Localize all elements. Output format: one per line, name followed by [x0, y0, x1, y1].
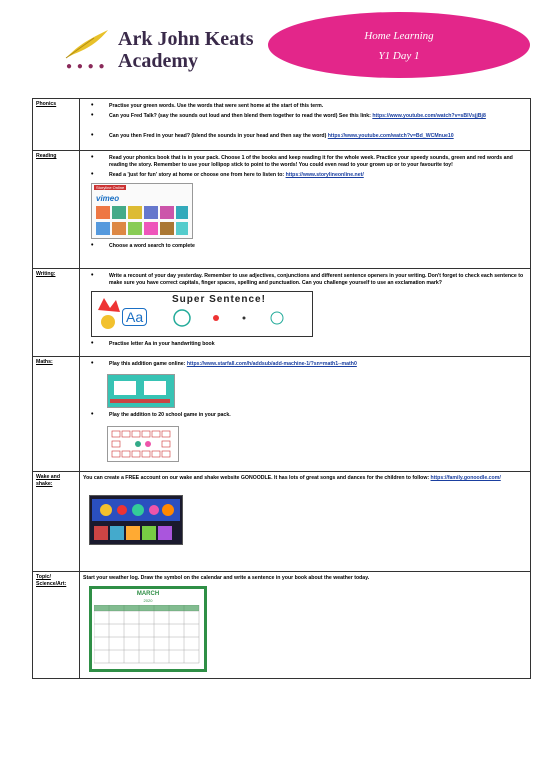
- add-machine-box-1: [114, 381, 136, 395]
- calendar-grid: [94, 605, 200, 665]
- banner-title: Super Sentence!: [172, 294, 266, 305]
- logo-dots: ● ● ● ●: [66, 61, 106, 72]
- content-maths: [80, 357, 531, 472]
- logo-line-1: Ark John Keats: [118, 28, 254, 50]
- phonics-bullet-3: [83, 133, 527, 140]
- reading-bullet-2: [83, 172, 527, 179]
- super-sentence-banner: [91, 291, 313, 337]
- academy-logo: [62, 24, 282, 74]
- subject-maths: Maths:: [33, 357, 80, 472]
- fred-talk-link[interactable]: https://www.youtube.com/watch?v=sBlVsjjBj8: [372, 113, 486, 119]
- content-wake-and-shake: [80, 472, 531, 572]
- row-maths: [33, 357, 531, 472]
- storyline-caption: Storyline Online: [96, 185, 125, 190]
- book-covers-image: [96, 206, 188, 236]
- addition-board-game-image: [107, 426, 179, 462]
- row-reading: [33, 151, 531, 269]
- subject-wake-and-shake: Wake and shake:: [33, 472, 80, 572]
- row-topic: [33, 572, 531, 679]
- add-machine-box-2: [144, 381, 166, 395]
- vimeo-logo: vimeo: [96, 194, 120, 203]
- content-writing: [80, 269, 531, 357]
- add-machine-bar: [110, 399, 170, 403]
- weather-calendar: [89, 586, 207, 672]
- badge-day: Y1 Day 1: [378, 50, 420, 62]
- gonoodle-link[interactable]: https://family.gonoodle.com/: [430, 475, 501, 481]
- maths-bullet-1: [83, 361, 527, 368]
- calendar-month: MARCH: [136, 591, 160, 597]
- writing-bullet-1: • Write a recount of your day yesterday. Remember to use adjectives, conjunctions and different sentence openers in your writing. Don't forget to check each sentence to make sure you have correct capitals, finger spaces, spelling and punctuation. Can you challenge yourself to use an exclamation mark?: [83, 273, 527, 287]
- maths-bullet-2: • Play the addition to 20 school game in your pack.: [83, 412, 527, 419]
- phonics-bullet-2-text: Can you Fred Talk? (say the sounds out loud and then blend them together to read the word) See this link:: [109, 113, 373, 119]
- header: [0, 0, 550, 90]
- content-reading: [80, 151, 531, 269]
- home-learning-badge: [268, 12, 530, 78]
- subject-writing: Writing:: [33, 269, 80, 357]
- badge-title: Home Learning: [364, 30, 434, 42]
- phonics-bullet-2: [83, 113, 527, 120]
- learning-plan-table: [32, 98, 531, 679]
- add-machine-thumbnail[interactable]: [107, 374, 175, 408]
- topic-text: Start your weather log. Draw the symbol on the calendar and write a sentence in your book about the weather today.: [83, 575, 370, 581]
- storyline-video-thumbnail[interactable]: [91, 183, 193, 239]
- storyline-link[interactable]: https://www.storylineonline.net/: [285, 172, 364, 178]
- writing-bullet-2: • Practise letter Aa in your handwriting book: [83, 341, 527, 348]
- phonics-bullet-1: • Practise your green words. Use the words that were sent home at the start of this term.: [83, 103, 527, 110]
- row-phonics: [33, 99, 531, 151]
- wake-text-body: You can create a FREE account on our wake and shake website GONOODLE. It has lots of great songs and dances for the children to follow:: [83, 475, 431, 481]
- subject-phonics: Phonics: [33, 99, 80, 151]
- starfall-link[interactable]: https://www.starfall.com/h/addsub/add-machine-1/?sn=math1--math0: [186, 361, 357, 367]
- logo-text: [118, 28, 254, 72]
- reading-bullet-1: • Read your phonics book that is in your pack. Choose 1 of the books and keep reading it for the whole week. Practice your speedy sounds, green and red words and reading the story. Remember to use your lollipop stick to point to the words! You could even read to your grown up or to your favourite toy!: [83, 155, 527, 169]
- maths-bullet-1-text: Play this addition game online:: [109, 361, 187, 367]
- reading-bullet-3: • Choose a word search to complete: [83, 243, 527, 250]
- content-topic: [80, 572, 531, 679]
- wake-text: [83, 475, 527, 482]
- calendar-year: 2020: [143, 598, 153, 603]
- gonoodle-screenshot[interactable]: [89, 495, 183, 545]
- sentence-symbols-image: [94, 296, 310, 334]
- row-wake-and-shake: [33, 472, 531, 572]
- banner-letters: Aa: [122, 308, 147, 326]
- row-writing: [33, 269, 531, 357]
- phonics-bullet-3-text: Can you then Fred in your head? (blend the sounds in your head and then say the word): [109, 133, 328, 139]
- fred-head-link[interactable]: https://www.youtube.com/watch?v=Bd_WCMnue10: [327, 133, 454, 139]
- subject-topic: Topic/ Science/Art:: [33, 572, 80, 679]
- feather-quill-icon: [64, 28, 110, 60]
- logo-line-2: Academy: [118, 50, 198, 72]
- reading-bullet-2-text: Read a 'just for fun' story at home or choose one from here to listen to:: [109, 172, 286, 178]
- subject-reading: Reading: [33, 151, 80, 269]
- content-phonics: [80, 99, 531, 151]
